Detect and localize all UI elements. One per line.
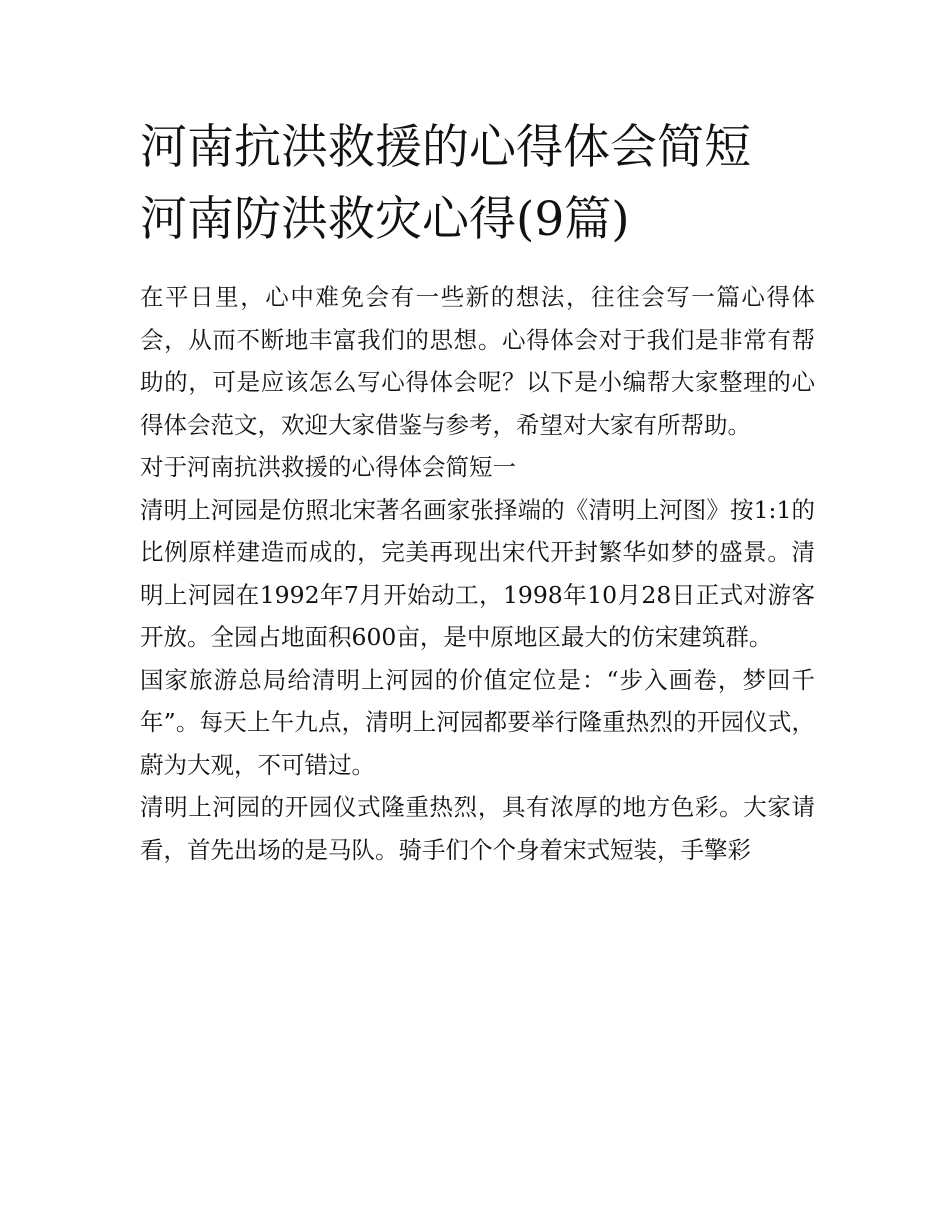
body-paragraph: 清明上河园的开园仪式隆重热烈，具有浓厚的地方色彩。大家请看，首先出场的是马队。骑手们个个身着宋式短装，手擎彩 (140, 793, 815, 864)
document-title (140, 112, 815, 256)
section-heading: 对于河南抗洪救援的心得体会简短一 (140, 453, 516, 481)
intro-paragraph: 在平日里，心中难免会有一些新的想法，往往会写一篇心得体会，从而不断地丰富我们的思想。心得体会对于我们是非常有帮助的，可是应该怎么写心得体会呢？以下是小编帮大家整理的心得体会范文，欢迎大家借鉴与参考，希望对大家有所帮助。 (140, 283, 815, 439)
body-paragraph: 清明上河园是仿照北宋著名画家张择端的《清明上河图》按1:1的比例原样建造而成的，完美再现出宋代开封繁华如梦的盛景。清明上河园在1992年7月开始动工，1998年10月28日正式对游客开放。全园占地面积600亩，是中原地区最大的仿宋建筑群。 (140, 495, 815, 651)
title-line-1: 河南抗洪救援的心得体会简短 (140, 120, 751, 175)
document-page (140, 112, 815, 871)
title-line-2: 河南防洪救灾心得(9篇) (140, 192, 630, 247)
body-paragraph: 国家旅游总局给清明上河园的价值定位是：“步入画卷，梦回千年”。每天上午九点，清明上河园都要举行隆重热烈的开园仪式，蔚为大观，不可错过。 (140, 665, 815, 779)
